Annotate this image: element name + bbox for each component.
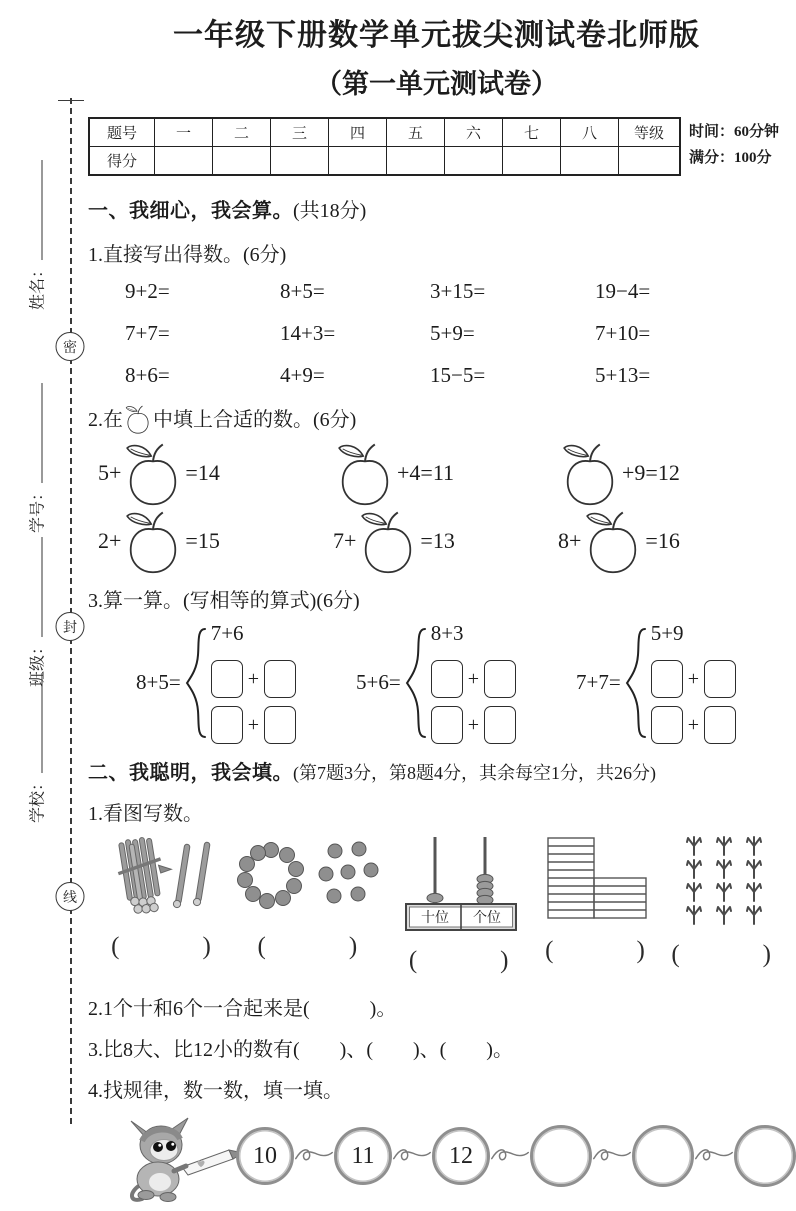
class-blank (28, 537, 43, 637)
math-problem: 9+2= (125, 279, 170, 303)
answer-box (431, 706, 463, 744)
equation-prefix: 5+ (98, 460, 122, 485)
apple-blank-icon (336, 440, 394, 506)
score-cell-empty (387, 147, 445, 176)
sequence-circle-empty (734, 1125, 796, 1187)
table-row (89, 118, 680, 147)
sequence-circle: 11 (334, 1127, 392, 1185)
sequence-circle-empty (530, 1125, 592, 1187)
full-score-note: 满分：100分 (689, 150, 772, 167)
equation-suffix: =13 (420, 528, 455, 553)
section-two-points: (第7题3分，第8题4分，其余每空1分，共26分) (293, 763, 656, 783)
apple-blank-icon (561, 440, 619, 506)
answer-parens: ( ) (545, 937, 647, 964)
header-cell: 题号 (89, 118, 155, 147)
curly-brace-icon (185, 627, 207, 739)
header-cell: 一 (155, 118, 213, 147)
apple-equation (333, 508, 558, 574)
mascot-character-icon (126, 1113, 251, 1209)
s1-q3-label: 3.算一算。(写相等的算式)(6分) (88, 590, 360, 612)
plus-sign: + (467, 667, 479, 690)
time-note: 时间：60分钟 (689, 124, 780, 140)
equation-suffix: =14 (185, 460, 220, 485)
math-problem: 8+5= (280, 279, 325, 303)
picture-item-sticks (106, 834, 218, 976)
plus-sign: + (687, 713, 699, 736)
section-one-title: 一、我细心，我会算。 (88, 200, 293, 222)
squiggle-connector-icon (294, 1143, 334, 1169)
abacus-picture (399, 834, 521, 932)
apple-blank-icon (584, 508, 642, 574)
group-column (431, 621, 516, 744)
school-label: 学校： (29, 774, 47, 824)
answer-box (431, 660, 463, 698)
paper-title: 一年级下册数学单元拔尖测试卷北师版 (173, 19, 700, 52)
apple-equation (333, 440, 558, 506)
plus-sign: + (247, 713, 259, 736)
equation-suffix: =16 (645, 528, 680, 553)
apple-icon (125, 404, 151, 434)
answer-box (484, 660, 516, 698)
name-blank (28, 160, 43, 260)
score-cell-empty (619, 147, 681, 176)
flowers-picture (676, 834, 768, 926)
apple-blank-icon (359, 508, 417, 574)
math-problem: 5+13= (595, 363, 651, 387)
name-label: 姓名： (29, 261, 47, 311)
apple-blank-icon (124, 508, 182, 574)
section-one-heading (88, 194, 785, 223)
brace-group (136, 621, 356, 744)
school-field (25, 673, 48, 823)
seal-char-mi: 密 (56, 332, 85, 361)
math-problem: 19−4= (595, 279, 651, 303)
math-problem: 15−5= (430, 363, 486, 387)
paper-subtitle: （第一单元测试卷） (315, 69, 558, 99)
squiggle-connector-icon (392, 1143, 432, 1169)
given-expression: 8+3 (430, 621, 464, 645)
apple-equation (98, 440, 333, 506)
s1-q1-problem-grid (88, 279, 785, 388)
equation-suffix: +4=11 (397, 460, 454, 485)
answer-box (264, 660, 296, 698)
math-problem: 7+10= (595, 321, 651, 345)
plus-sign: + (687, 667, 699, 690)
exam-notes (689, 117, 779, 172)
header-cell: 六 (445, 118, 503, 147)
score-cell-empty (329, 147, 387, 176)
box-row (431, 706, 516, 744)
math-problem: 14+3= (280, 321, 336, 345)
given-expression: 7+6 (210, 621, 244, 645)
answer-box (211, 660, 243, 698)
s2-q4-sequence-figure (88, 1111, 785, 1211)
equation-suffix: +9=12 (622, 460, 680, 485)
student-id-field (25, 383, 48, 533)
box-row (431, 660, 516, 698)
answer-parens: ( ) (408, 947, 511, 974)
score-bar (88, 117, 785, 176)
math-problem: 3+15= (430, 279, 486, 303)
student-id-label: 学号： (29, 484, 47, 534)
s2-q2-text: 2.1个十和6个一合起来是( )。 (88, 998, 397, 1020)
s2-q1-label: 1.看图写数。 (88, 803, 203, 825)
math-problem: 7+7= (125, 321, 170, 345)
math-problem: 5+9= (430, 321, 475, 345)
equation-prefix: 2+ (98, 528, 122, 553)
score-cell-empty (445, 147, 503, 176)
s1-q2-equation-grid (88, 440, 785, 574)
score-cell-empty (561, 147, 619, 176)
sequence-circle: 10 (236, 1127, 294, 1185)
plus-sign: + (467, 713, 479, 736)
s1-q2-label-prefix: 2.在 (88, 409, 123, 431)
section-two-heading (88, 756, 785, 785)
given-expression: 5+9 (650, 621, 684, 645)
s1-q1-label: 1.直接写出得数。(6分) (88, 244, 287, 266)
school-blank (28, 673, 43, 773)
box-row (211, 660, 296, 698)
sequence-circle: 12 (432, 1127, 490, 1185)
box-row (211, 706, 296, 744)
equation-suffix: =15 (185, 528, 220, 553)
s1-q2-label-suffix: 中填上合适的数。(6分) (153, 409, 357, 431)
main-content (88, 10, 785, 1211)
score-table (88, 117, 681, 176)
class-label: 班级： (29, 638, 47, 688)
squiggle-connector-icon (694, 1143, 734, 1169)
answer-box (651, 706, 683, 744)
equation-prefix: 8+ (558, 528, 582, 553)
answer-box (264, 706, 296, 744)
header-cell: 二 (213, 118, 271, 147)
table-row (89, 147, 680, 176)
picture-item-beads (233, 834, 383, 976)
squiggle-connector-icon (592, 1143, 632, 1169)
squiggle-connector-icon (490, 1143, 530, 1169)
answer-parens: ( ) (111, 933, 213, 960)
blocks-picture (536, 834, 656, 922)
answer-parens: ( ) (257, 933, 360, 960)
seal-char-feng: 封 (56, 612, 85, 641)
answer-box (704, 706, 736, 744)
answer-parens: ( ) (671, 941, 773, 968)
abacus-tens-label: 十位 (420, 911, 449, 926)
sequence-circle-empty (632, 1125, 694, 1187)
header-cell: 八 (561, 118, 619, 147)
section-one-points: (共18分) (293, 200, 367, 222)
s2-q1-pictures (88, 834, 785, 976)
section-two-title: 二、我聪明，我会填。 (88, 762, 293, 784)
score-cell-empty (271, 147, 329, 176)
header-cell: 三 (271, 118, 329, 147)
score-cell-empty (155, 147, 213, 176)
group-lhs: 7+7= (576, 670, 621, 694)
math-problem: 8+6= (125, 363, 170, 387)
group-column (211, 621, 296, 744)
picture-item-flowers (671, 834, 773, 976)
s1-q2-label (88, 403, 785, 434)
score-cell-empty (213, 147, 271, 176)
apple-blank-icon (124, 440, 182, 506)
seal-char-xian: 线 (56, 882, 85, 911)
header-cell: 五 (387, 118, 445, 147)
header-cell: 四 (329, 118, 387, 147)
class-field (25, 537, 48, 687)
answer-box (484, 706, 516, 744)
apple-equation (98, 508, 333, 574)
answer-box (704, 660, 736, 698)
math-problem: 4+9= (280, 363, 325, 387)
header-cell: 七 (503, 118, 561, 147)
number-sequence (236, 1125, 783, 1187)
box-row (651, 660, 736, 698)
group-lhs: 8+5= (136, 670, 181, 694)
score-row-label: 得分 (89, 147, 155, 176)
abacus-ones-label: 个位 (472, 911, 501, 926)
group-lhs: 5+6= (356, 670, 401, 694)
seal-dashed-line (70, 98, 72, 1124)
group-column (651, 621, 736, 744)
student-id-blank (28, 383, 43, 483)
brace-group (356, 621, 576, 744)
s2-q3-text: 3.比8大、比12小的数有( )、( )、( )。 (88, 1039, 513, 1061)
apple-equation (558, 440, 785, 506)
brace-group (576, 621, 785, 744)
apple-equation (558, 508, 785, 574)
picture-item-blocks (536, 834, 656, 976)
beads-picture (233, 834, 383, 918)
equation-prefix: 7+ (333, 528, 357, 553)
curly-brace-icon (405, 627, 427, 739)
name-field (25, 160, 48, 310)
answer-box (211, 706, 243, 744)
s1-q3-groups (88, 621, 785, 744)
answer-box (651, 660, 683, 698)
header-cell: 等级 (619, 118, 681, 147)
s2-q4-label: 4.找规律，数一数，填一填。 (88, 1080, 343, 1102)
curly-brace-icon (625, 627, 647, 739)
box-row (651, 706, 736, 744)
score-cell-empty (503, 147, 561, 176)
picture-item-abacus (399, 834, 521, 976)
bundled-sticks-picture (106, 834, 218, 918)
plus-sign: + (247, 667, 259, 690)
